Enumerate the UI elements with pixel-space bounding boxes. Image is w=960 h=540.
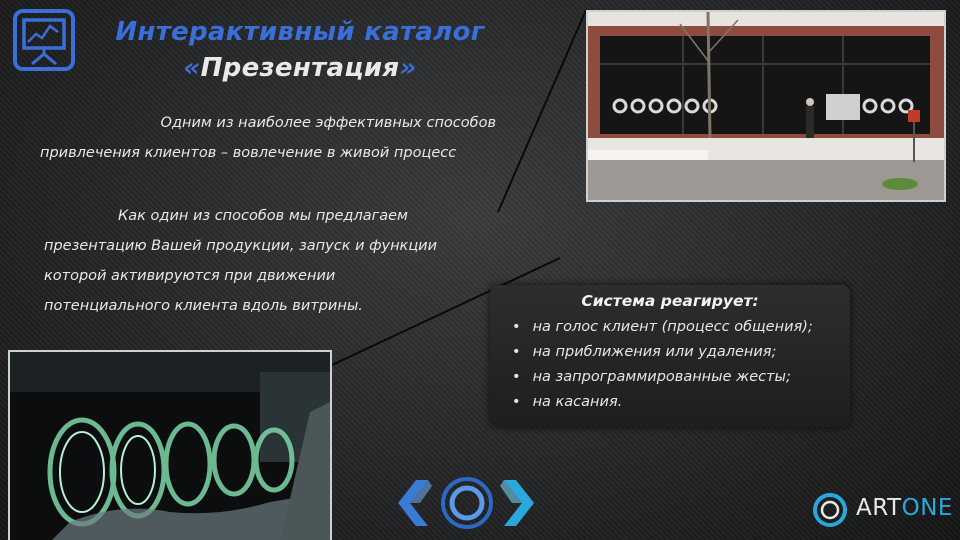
body-line-4: потенциального клиента вдоль витрины. [44, 298, 363, 314]
storefront-photo [586, 10, 946, 202]
brand-name-part-2: ONE [901, 495, 953, 521]
list-item: • на голос клиент (процесс общения); [512, 315, 813, 340]
list-item: • на приближения или удаления; [512, 340, 813, 365]
list-item: • на запрограммированные жесты; [512, 365, 813, 390]
title-quote-open: « [183, 53, 201, 83]
circle-home-icon [440, 476, 494, 530]
holographic-display-photo [8, 350, 332, 540]
brand-name [856, 495, 953, 521]
chevron-left-icon [398, 478, 432, 528]
system-reacts-title: Система реагирует: [581, 292, 759, 310]
chevron-right-icon [500, 478, 534, 528]
system-reacts-panel [490, 285, 850, 427]
brand-logo [812, 492, 848, 528]
title-quote-close: » [399, 53, 417, 83]
body-line-3: которой активируются при движении [44, 268, 336, 284]
brand-name-part-1: ART [856, 495, 902, 521]
title-line-2: Презентация [200, 53, 400, 83]
previous-slide-button[interactable] [398, 478, 432, 528]
system-reacts-list [512, 315, 813, 415]
ring-logo-icon [812, 492, 848, 528]
next-slide-button[interactable] [500, 478, 534, 528]
page-title [80, 14, 520, 86]
list-item: • на касания. [512, 390, 813, 415]
body-line-1: Как один из способов мы предлагаем [118, 208, 408, 224]
body-paragraph [44, 201, 484, 321]
intro-line-2: привлечения клиентов – вовлечение в живой процесс [40, 145, 457, 161]
intro-paragraph [40, 108, 520, 168]
presentation-board-icon [12, 8, 76, 72]
home-slide-button[interactable] [440, 476, 494, 530]
title-line-1: Интерактивный каталог [115, 17, 485, 47]
body-line-2: презентацию Вашей продукции, запуск и функции [44, 238, 438, 254]
intro-line-1: Одним из наиболее эффективных способов [160, 115, 496, 131]
